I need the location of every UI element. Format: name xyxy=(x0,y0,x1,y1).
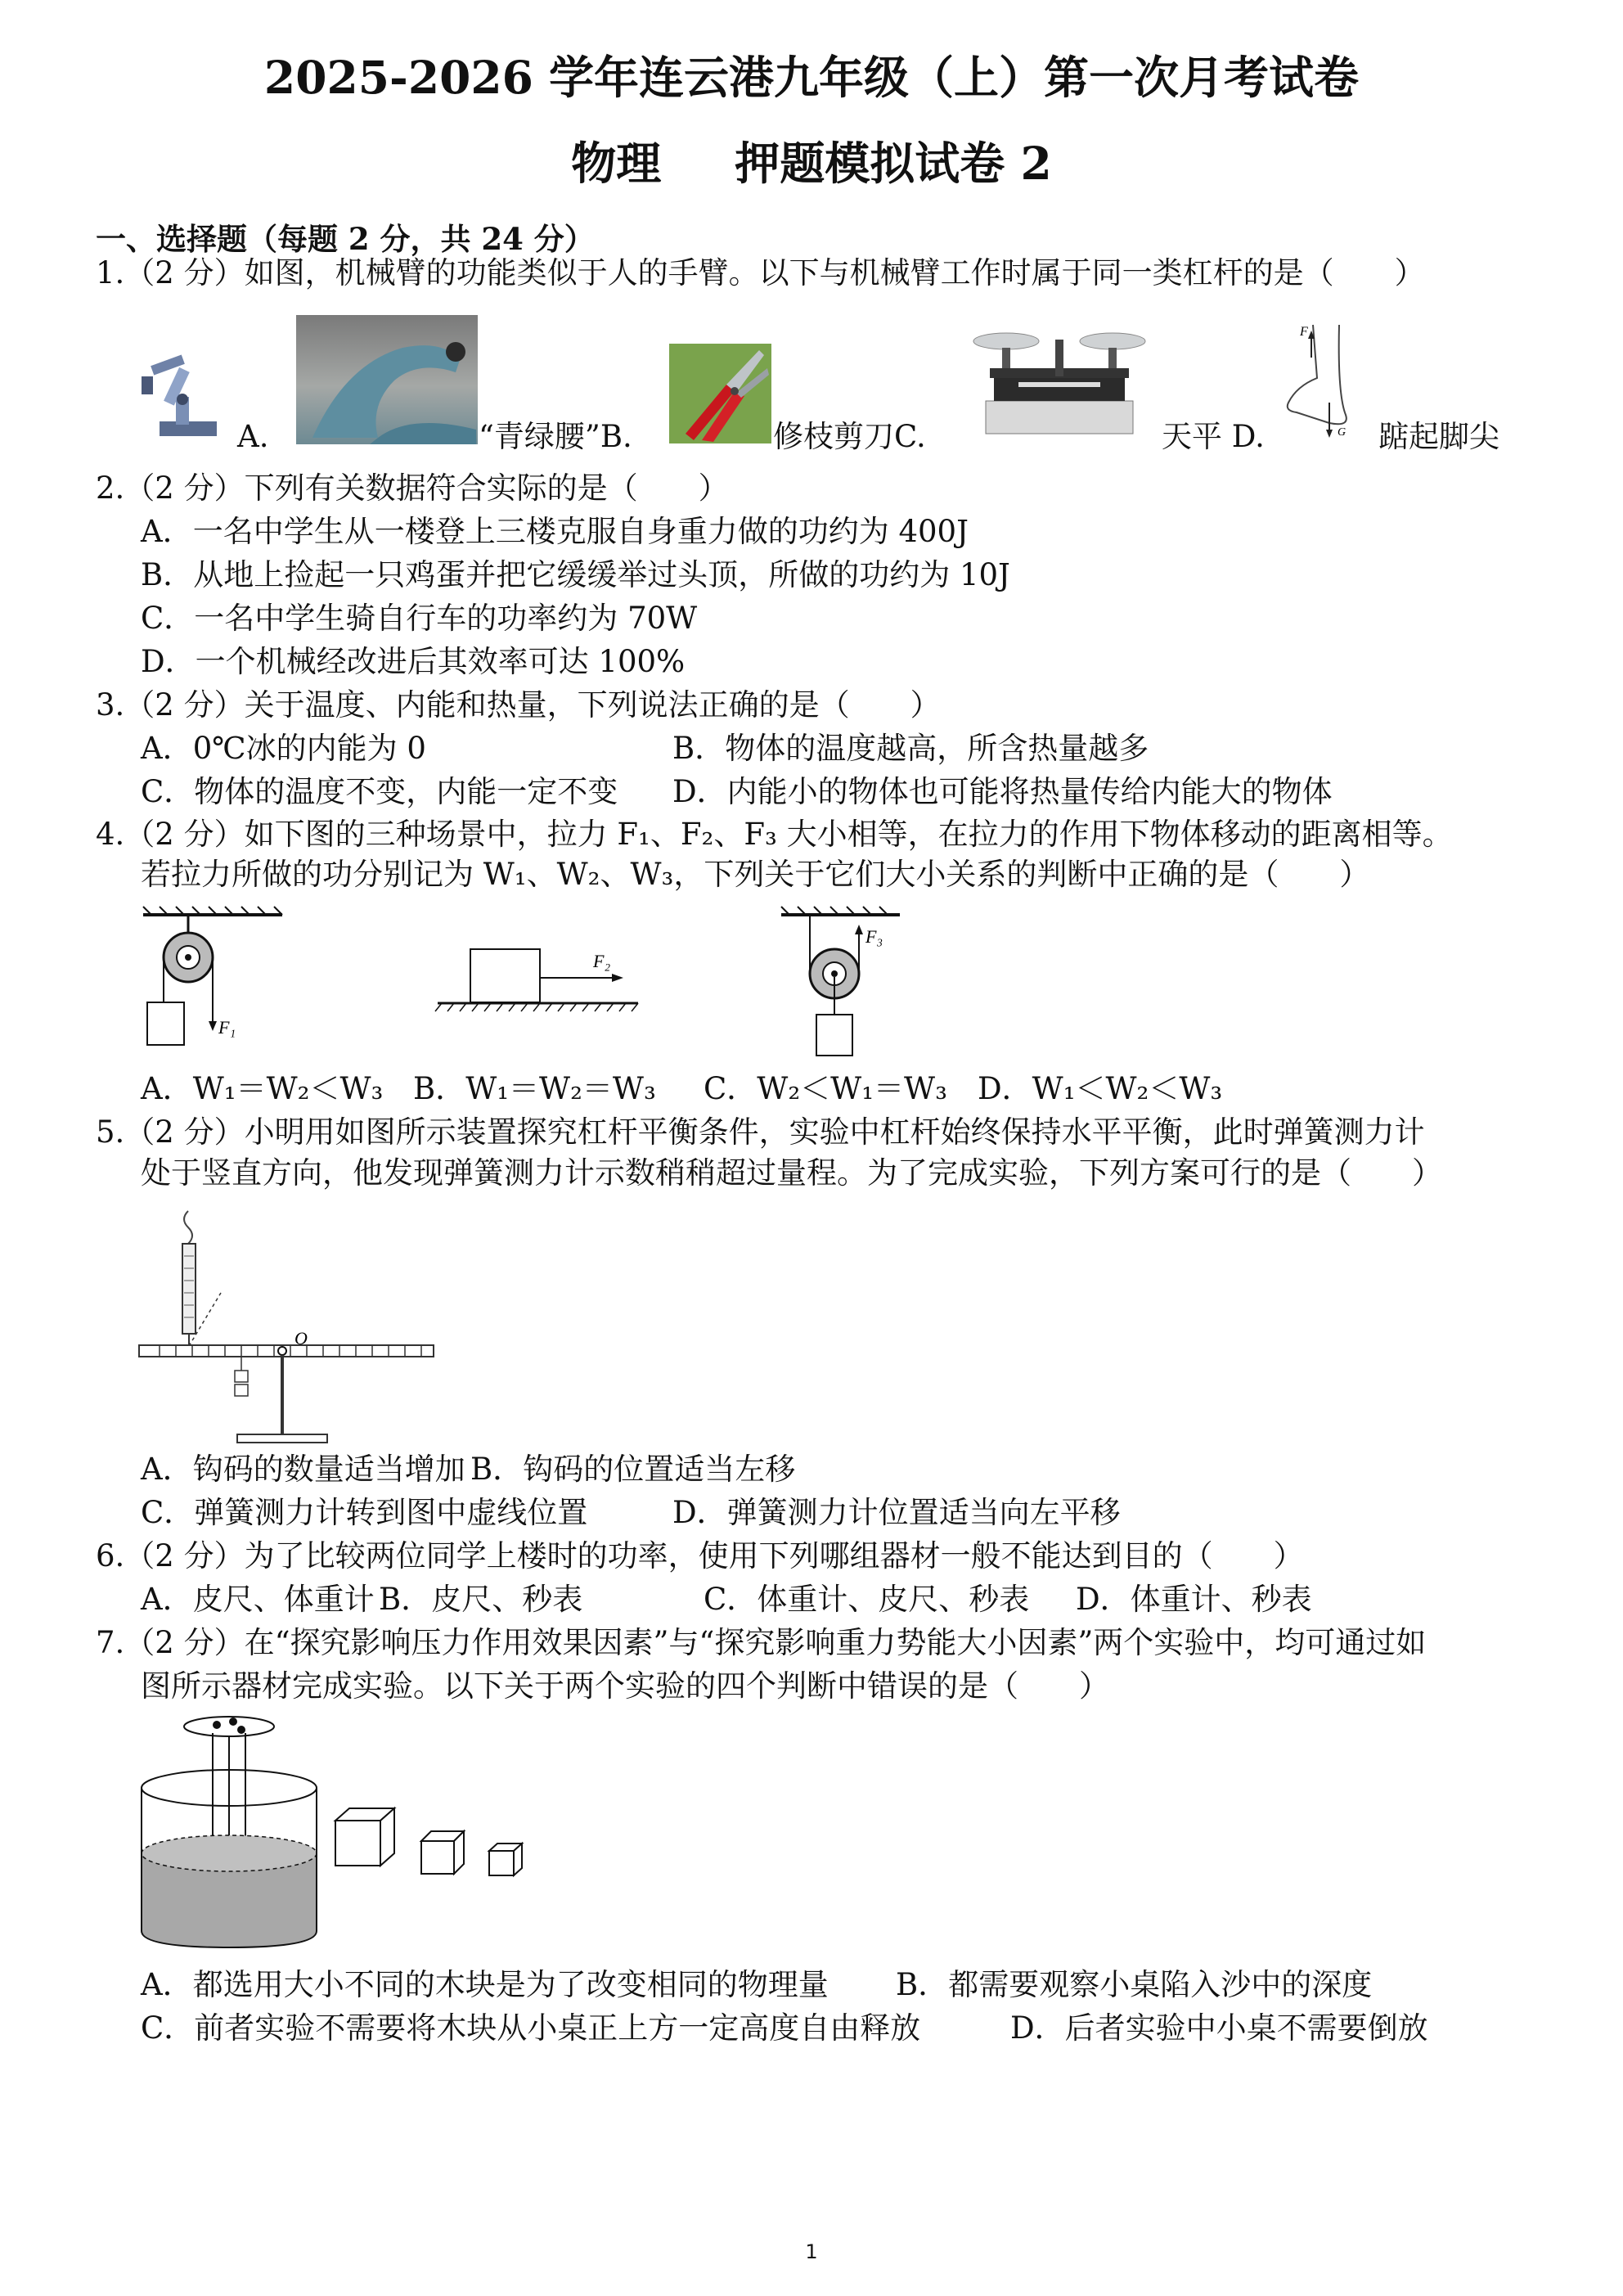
pruning-shears-picture xyxy=(669,344,771,443)
movable-pulley-figure xyxy=(777,900,941,1064)
q5-option-a[interactable]: A．钩码的数量适当增加 xyxy=(141,1452,465,1487)
paper-name: 押题模拟试卷 2 xyxy=(735,137,1052,190)
q1-option-b-label: 修枝剪刀 xyxy=(773,419,894,454)
exam-subtitle xyxy=(0,135,1623,192)
balance-scale-picture xyxy=(969,323,1149,442)
q4-stem-line1: 4.（2 分）如下图的三种场景中，拉力 F₁、F₂、F₃ 大小相等，在拉力的作用下物体移动的距离相等。 xyxy=(96,817,1453,852)
q1-option-b-letter: B. xyxy=(600,419,632,454)
subject-label: 物理 xyxy=(571,137,662,190)
q6-option-c[interactable]: C．体重计、皮尺、秒表 xyxy=(704,1582,1030,1617)
q5-stem-line1: 5.（2 分）小明用如图所示装置探究杠杆平衡条件，实验中杠杆始终保持水平平衡，此时弹簧测力计 xyxy=(96,1114,1425,1150)
q7-option-b[interactable]: B．都需要观察小桌陷入沙中的深度 xyxy=(896,1967,1373,2002)
fig-G-label: G xyxy=(1338,426,1347,439)
q4-stem-line2: 若拉力所做的功分别记为 W₁、W₂、W₃，下列关于它们大小关系的判断中正确的是（ ） xyxy=(141,857,1370,892)
fig-F-label: F xyxy=(1300,325,1308,339)
pivot-O-label: O xyxy=(294,1328,308,1348)
q1-dance-label xyxy=(479,416,632,458)
q5-option-d[interactable]: D．弹簧测力计位置适当向左平移 xyxy=(672,1495,1121,1530)
qinglv-dance-picture xyxy=(296,315,478,444)
q3-option-b[interactable]: B．物体的温度越高，所含热量越多 xyxy=(672,731,1149,766)
q2-option-d[interactable]: D．一个机械经改进后其效率可达 100% xyxy=(141,644,686,679)
q3-option-c[interactable]: C．物体的温度不变，内能一定不变 xyxy=(141,774,618,809)
q7-option-c[interactable]: C．前者实验不需要将木块从小桌正上方一定高度自由释放 xyxy=(141,2010,921,2046)
q5-option-b[interactable]: B．钩码的位置适当左移 xyxy=(470,1452,796,1487)
q1-option-d-letter: D. xyxy=(1231,419,1265,454)
q4-option-c[interactable]: C．W₂＜W₁＝W₃ xyxy=(704,1071,947,1106)
q4-option-b[interactable]: B．W₁＝W₂＝W₃ xyxy=(413,1071,656,1106)
q7-stem-line1: 7.（2 分）在“探究影响压力作用效果因素”与“探究影响重力势能大小因素”两个实验中，均可通过如 xyxy=(96,1625,1427,1660)
f3-label: F₃ xyxy=(865,926,883,947)
lever-experiment-figure xyxy=(135,1203,446,1448)
q1-stem: 1.（2 分）如图，机械臂的功能类似于人的手臂。以下与机械臂工作时属于同一类杠杆的是（ ） xyxy=(96,255,1425,290)
page-number: 1 xyxy=(805,2240,818,2263)
q2-stem: 2.（2 分）下列有关数据符合实际的是（ ） xyxy=(96,470,729,506)
q2-option-b[interactable]: B．从地上捡起一只鸡蛋并把它缓缓举过头顶，所做的功约为 10J xyxy=(141,557,1010,592)
q5-option-c[interactable]: C．弹簧测力计转到图中虚线位置 xyxy=(141,1495,588,1530)
q5-stem-line2: 处于竖直方向，他发现弹簧测力计示数稍稍超过量程。为了完成实验，下列方案可行的是（ ） xyxy=(141,1155,1442,1191)
q6-stem: 6.（2 分）为了比较两位同学上楼时的功率，使用下列哪组器材一般不能达到目的（ ） xyxy=(96,1538,1304,1573)
horizontal-pull-figure xyxy=(434,933,646,1023)
q7-option-d[interactable]: D．后者实验中小桌不需要倒放 xyxy=(1010,2010,1428,2046)
q3-option-a[interactable]: A．0℃冰的内能为 0 xyxy=(141,731,426,766)
q7-option-a[interactable]: A．都选用大小不同的木块是为了改变相同的物理量 xyxy=(141,1967,829,2002)
q3-option-d[interactable]: D．内能小的物体也可能将热量传给内能大的物体 xyxy=(672,774,1333,809)
q1-shears-label xyxy=(773,416,926,458)
q1-option-a-letter: A. xyxy=(237,419,269,454)
tiptoe-foot-picture xyxy=(1280,321,1378,443)
q4-option-a[interactable]: A．W₁＝W₂＜W₃ xyxy=(141,1071,384,1106)
q1-option-d-label: 踮起脚尖 xyxy=(1378,419,1499,454)
q1-option-c-letter: C. xyxy=(894,419,926,454)
q6-option-a[interactable]: A．皮尺、体重计 xyxy=(141,1582,375,1617)
sand-table-figure xyxy=(135,1710,544,1956)
q4-option-d[interactable]: D．W₁＜W₂＜W₃ xyxy=(978,1071,1223,1106)
exam-title: 2025-2026 学年连云港九年级（上）第一次月考试卷 xyxy=(263,51,1360,104)
f1-label: F₁ xyxy=(218,1017,236,1038)
q6-option-b[interactable]: B．皮尺、秒表 xyxy=(379,1582,583,1617)
q1-balance-label xyxy=(1162,416,1265,458)
fixed-pulley-figure xyxy=(135,900,299,1064)
q3-stem: 3.（2 分）关于温度、内能和热量，下列说法正确的是（ ） xyxy=(96,687,941,723)
q2-option-a[interactable]: A．一名中学生从一楼登上三楼克服自身重力做的功约为 400J xyxy=(141,514,969,549)
f2-label: F₂ xyxy=(593,951,611,971)
q1-option-a-label: “青绿腰” xyxy=(479,419,600,454)
robot-arm-picture xyxy=(135,352,233,442)
section-heading: 一、选择题（每题 2 分，共 24 分） xyxy=(96,221,595,257)
q1-option-c-label: 天平 xyxy=(1162,419,1222,454)
q6-option-d[interactable]: D．体重计、秒表 xyxy=(1076,1582,1312,1617)
q2-option-c[interactable]: C．一名中学生骑自行车的功率约为 70W xyxy=(141,601,698,636)
q7-stem-line2: 图所示器材完成实验。以下关于两个实验的四个判断中错误的是（ ） xyxy=(141,1668,1109,1704)
